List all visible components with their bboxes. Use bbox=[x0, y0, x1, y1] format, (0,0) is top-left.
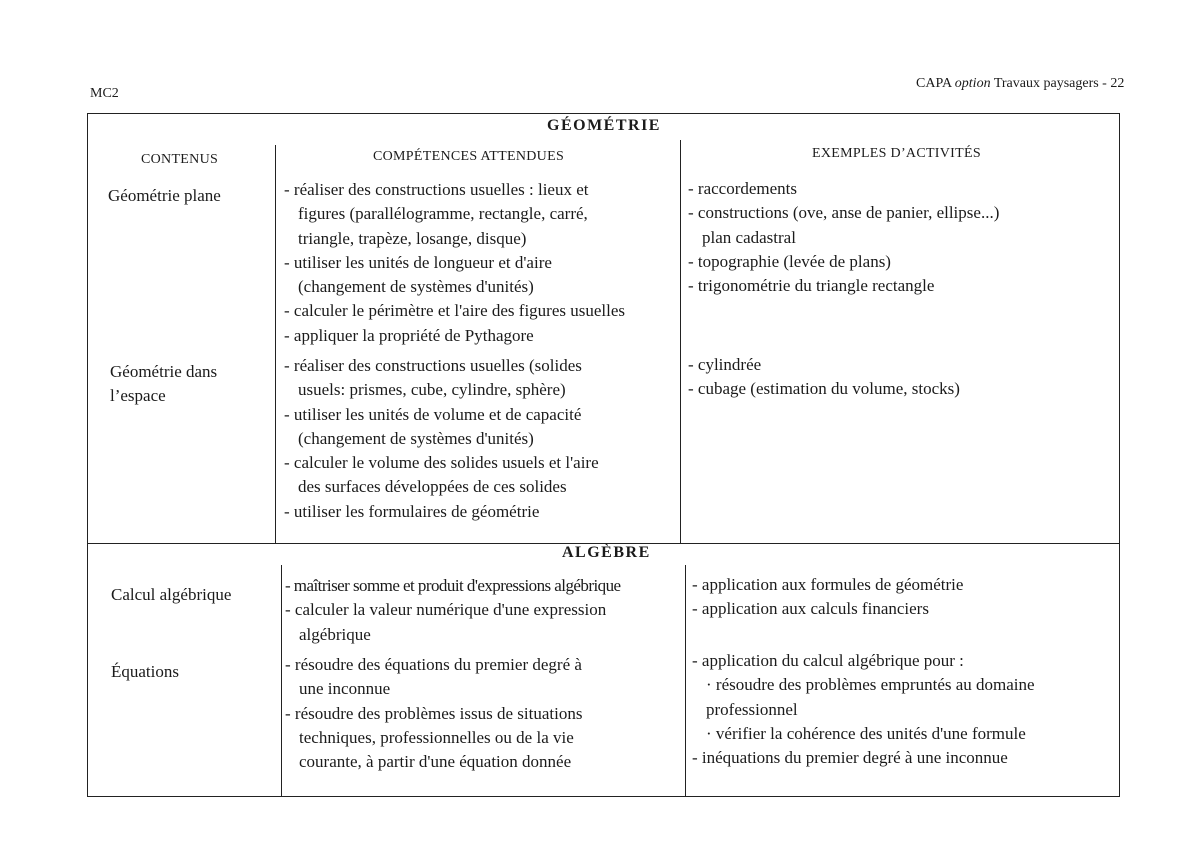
list-item: - utiliser les unités de volume et de capacité bbox=[284, 404, 582, 424]
list-item: plan cadastral bbox=[702, 227, 796, 247]
examples-algebraic-calculation bbox=[692, 573, 963, 622]
list-item: - constructions (ove, anse de panier, ellipse...) bbox=[688, 203, 1000, 223]
list-item: - cubage (estimation du volume, stocks) bbox=[688, 379, 960, 399]
competences-equations bbox=[285, 653, 582, 774]
list-item: usuels: prismes, cube, cylindre, sphère) bbox=[298, 380, 566, 400]
list-item: professionnel bbox=[706, 699, 798, 719]
list-item: - raccordements bbox=[688, 179, 798, 198]
list-item: - topographie (levée de plans) bbox=[688, 251, 891, 271]
column-header-examples: EXEMPLES D’ACTIVITÉS bbox=[812, 146, 981, 161]
topic-plane-geometry: Géométrie plane bbox=[108, 186, 221, 205]
list-item: - application aux formules de géométrie bbox=[692, 575, 964, 594]
examples-plane-geometry bbox=[688, 177, 999, 298]
list-item: - réaliser des constructions usuelles (solides bbox=[284, 356, 582, 375]
list-item: - utiliser les unités de longueur et d'aire bbox=[284, 252, 552, 272]
list-item: courante, à partir d'une équation donnée bbox=[299, 752, 572, 772]
list-item: - appliquer la propriété de Pythagore bbox=[284, 325, 534, 345]
competences-space-geometry bbox=[284, 354, 599, 524]
topic-equations: Équations bbox=[111, 662, 179, 681]
document-reference: CAPA option Travaux paysagers - 22 bbox=[916, 76, 1125, 91]
list-item: - cylindrée bbox=[688, 355, 762, 374]
section-title-algebra: ALGÈBRE bbox=[562, 544, 651, 561]
list-item: - utiliser les formulaires de géométrie bbox=[284, 501, 540, 521]
column-divider bbox=[680, 140, 681, 543]
list-item: - calculer le volume des solides usuels et l'aire bbox=[284, 453, 599, 473]
list-item: (changement de systèmes d'unités) bbox=[298, 428, 534, 448]
column-header-competences: COMPÉTENCES ATTENDUES bbox=[373, 149, 565, 164]
examples-space-geometry bbox=[688, 353, 960, 402]
column-divider bbox=[275, 145, 276, 543]
list-item: des surfaces développées de ces solides bbox=[298, 477, 567, 497]
competences-plane-geometry bbox=[284, 178, 625, 348]
list-item: - résoudre des problèmes issus de situations bbox=[285, 703, 583, 723]
list-item: - calculer le périmètre et l'aire des figures usuelles bbox=[284, 301, 626, 321]
list-item: - application aux calculs financiers bbox=[692, 599, 929, 619]
list-item: algébrique bbox=[299, 624, 371, 644]
competences-algebraic-calculation bbox=[285, 574, 621, 647]
examples-equations bbox=[692, 649, 1035, 770]
list-item: triangle, trapèze, losange, disque) bbox=[298, 228, 527, 248]
list-item: · résoudre des problèmes empruntés au domaine bbox=[706, 675, 1035, 695]
list-item: - application du calcul algébrique pour : bbox=[692, 651, 964, 670]
column-divider bbox=[685, 565, 686, 797]
list-item: techniques, professionnelles ou de la vie bbox=[299, 727, 574, 747]
list-item: une inconnue bbox=[299, 679, 391, 699]
list-item: - calculer la valeur numérique d'une expression bbox=[285, 600, 607, 620]
topic-algebraic-calculation: Calcul algébrique bbox=[111, 585, 232, 604]
list-item: - résoudre des équations du premier degré à bbox=[285, 655, 582, 674]
list-item: - réaliser des constructions usuelles : lieux et bbox=[284, 180, 589, 199]
list-item: · vérifier la cohérence des unités d'une formule bbox=[706, 723, 1026, 743]
list-item: - inéquations du premier degré à une inconnue bbox=[692, 748, 1008, 768]
list-item: - trigonométrie du triangle rectangle bbox=[688, 276, 935, 296]
column-divider bbox=[281, 565, 282, 797]
topic-space-geometry: Géométrie dans l’espace bbox=[110, 362, 218, 405]
section-title-geometry: GÉOMÉTRIE bbox=[547, 117, 661, 134]
list-item: (changement de systèmes d'unités) bbox=[298, 277, 534, 297]
document-code: MC2 bbox=[90, 86, 119, 101]
column-header-contents: CONTENUS bbox=[141, 152, 219, 167]
list-item: - maîtriser somme et produit d'expressions algébrique bbox=[285, 576, 621, 595]
list-item: figures (parallélogramme, rectangle, carré, bbox=[298, 204, 588, 224]
